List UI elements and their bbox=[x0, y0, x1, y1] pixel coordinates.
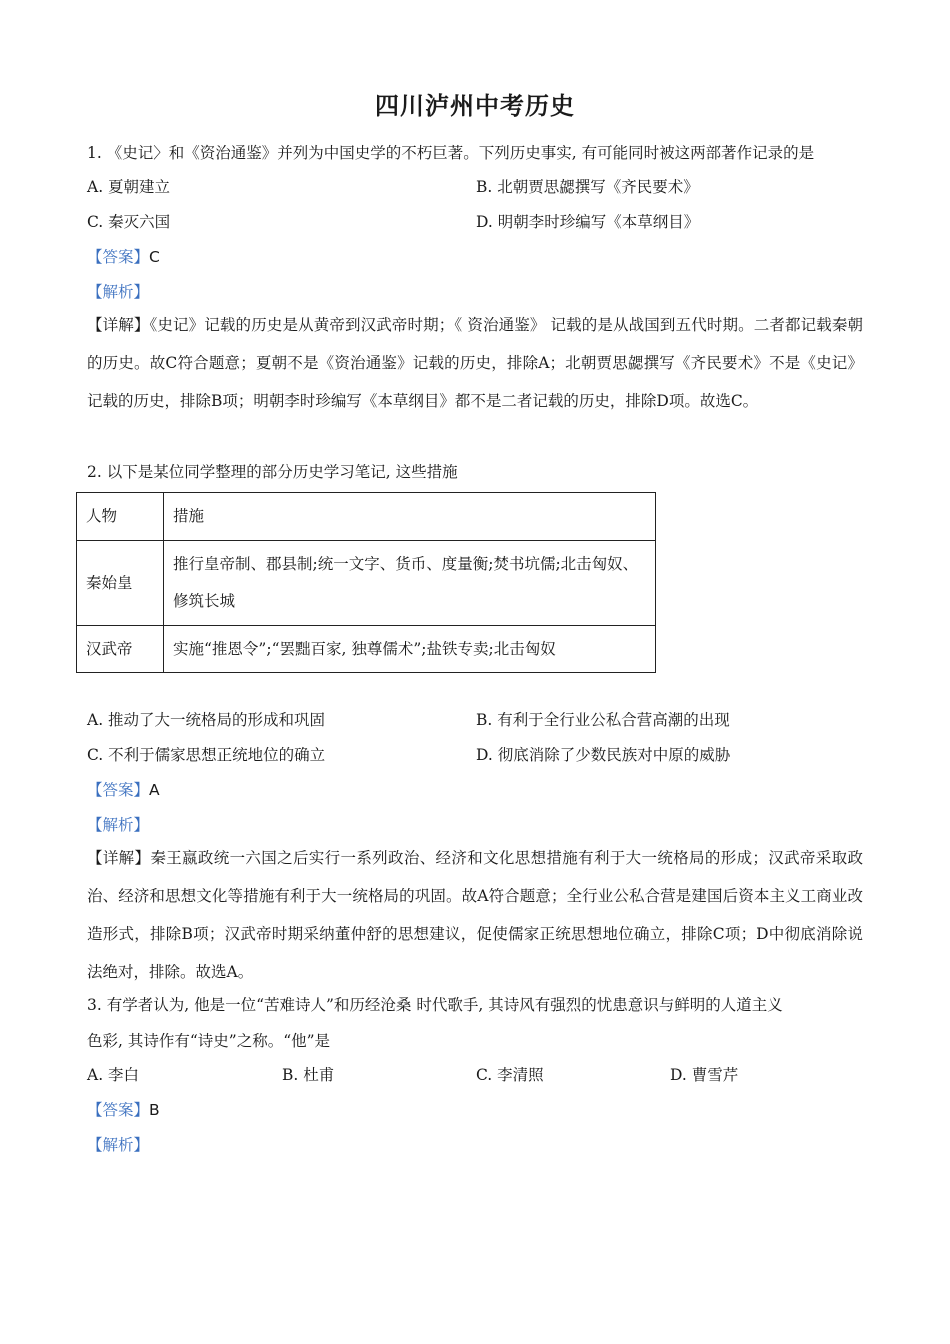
answer-tag: 【答案】 bbox=[87, 248, 150, 266]
q3-option-c: C. 李清照 bbox=[476, 1066, 544, 1084]
q2-option-c: C. 不利于儒家思想正统地位的确立 bbox=[87, 746, 326, 764]
q3-answer bbox=[87, 1098, 160, 1122]
q3-stem-line2: 色彩, 其诗作有“诗史”之称。“他”是 bbox=[87, 1032, 331, 1050]
q1-analysis-tag: 【解析】 bbox=[87, 283, 150, 301]
q1-option-c: C. 秦灭六国 bbox=[87, 213, 171, 231]
q1-option-a: A. 夏朝建立 bbox=[87, 178, 171, 196]
q2-analysis-tag: 【解析】 bbox=[87, 816, 150, 834]
detail-tag: 【详解】 bbox=[87, 849, 151, 867]
q3-option-b: B. 杜甫 bbox=[282, 1066, 335, 1084]
q1-detail bbox=[87, 306, 863, 420]
measures-table bbox=[76, 492, 656, 673]
q2-option-d: D. 彻底消除了少数民族对中原的威胁 bbox=[476, 746, 731, 764]
table-cell-measures: 推行皇帝制、郡县制;统一文字、货币、度量衡;焚书坑儒;北击匈奴、修筑长城 bbox=[164, 541, 656, 626]
detail-text: 秦王嬴政统一六国之后实行一系列政治、经济和文化思想措施有利于大一统格局的形成；汉武帝采取政治、经济和思想文化等措施有利于大一统格局的巩固。故A符合题意；全行业公私合营是建国后资本主义工商业改造形式，排除B项；汉武帝时期采纳董仲舒的思想建议，促使儒家正统思想地位确立，排除C项；D中彻底消除说法绝对，排除。故选A。 bbox=[87, 849, 863, 981]
table-cell-measures: 实施“推恩令”;“罢黜百家, 独尊儒术”;盐铁专卖;北击匈奴 bbox=[164, 626, 656, 673]
answer-value: A bbox=[149, 781, 160, 799]
table-cell-person: 秦始皇 bbox=[77, 541, 164, 626]
answer-value: B bbox=[149, 1101, 160, 1119]
q3-analysis-tag: 【解析】 bbox=[87, 1136, 150, 1154]
q3-option-d: D. 曹雪芹 bbox=[670, 1066, 739, 1084]
q2-stem: 2. 以下是某位同学整理的部分历史学习笔记, 这些措施 bbox=[87, 463, 458, 481]
q1-stem: 1. 《史记〉和《资治通鉴》并列为中国史学的不朽巨著。下列历史事实, 有可能同时被这两部著作记录的是 bbox=[87, 144, 815, 162]
page-title: 四川泸州中考历史 bbox=[375, 92, 575, 120]
q1-option-d: D. 明朝李时珍编写《本草纲目》 bbox=[476, 213, 700, 231]
q3-option-a: A. 李白 bbox=[87, 1066, 140, 1084]
detail-text: 《史记》记载的历史是从黄帝到汉武帝时期；《 资治通鉴》 记载的是从战国到五代时期。二者都记载秦朝的历史。故C符合题意；夏朝不是《资治通鉴》记载的历史，排除A；北朝贾思勰撰写《齐民要术》不是《史记》记载的历史，排除B项；明朝李时珍编写《本草纲目》都不是二者记载的历史，排除D项。故选C。 bbox=[87, 316, 863, 410]
table-header-cell: 人物 bbox=[77, 493, 164, 541]
table-row bbox=[77, 541, 656, 626]
answer-tag: 【答案】 bbox=[87, 781, 150, 799]
q2-option-b: B. 有利于全行业公私合营高潮的出现 bbox=[476, 711, 730, 729]
answer-tag: 【答案】 bbox=[87, 1101, 150, 1119]
answer-value: C bbox=[149, 248, 160, 266]
q2-detail bbox=[87, 839, 863, 991]
q2-answer bbox=[87, 778, 160, 802]
q1-answer bbox=[87, 245, 160, 269]
table-cell-person: 汉武帝 bbox=[77, 626, 164, 673]
q1-option-b: B. 北朝贾思勰撰写《齐民要术》 bbox=[476, 178, 699, 196]
q3-stem-line1: 3. 有学者认为, 他是一位“苦难诗人”和历经沧桑 时代歌手, 其诗风有强烈的忧患意识与鲜明的人道主义 bbox=[87, 996, 783, 1014]
q2-option-a: A. 推动了大一统格局的形成和巩固 bbox=[87, 711, 326, 729]
detail-tag: 【详解】 bbox=[87, 316, 150, 334]
table-header-cell: 措施 bbox=[164, 493, 656, 541]
table-header-row bbox=[77, 493, 656, 541]
table-row bbox=[77, 626, 656, 673]
